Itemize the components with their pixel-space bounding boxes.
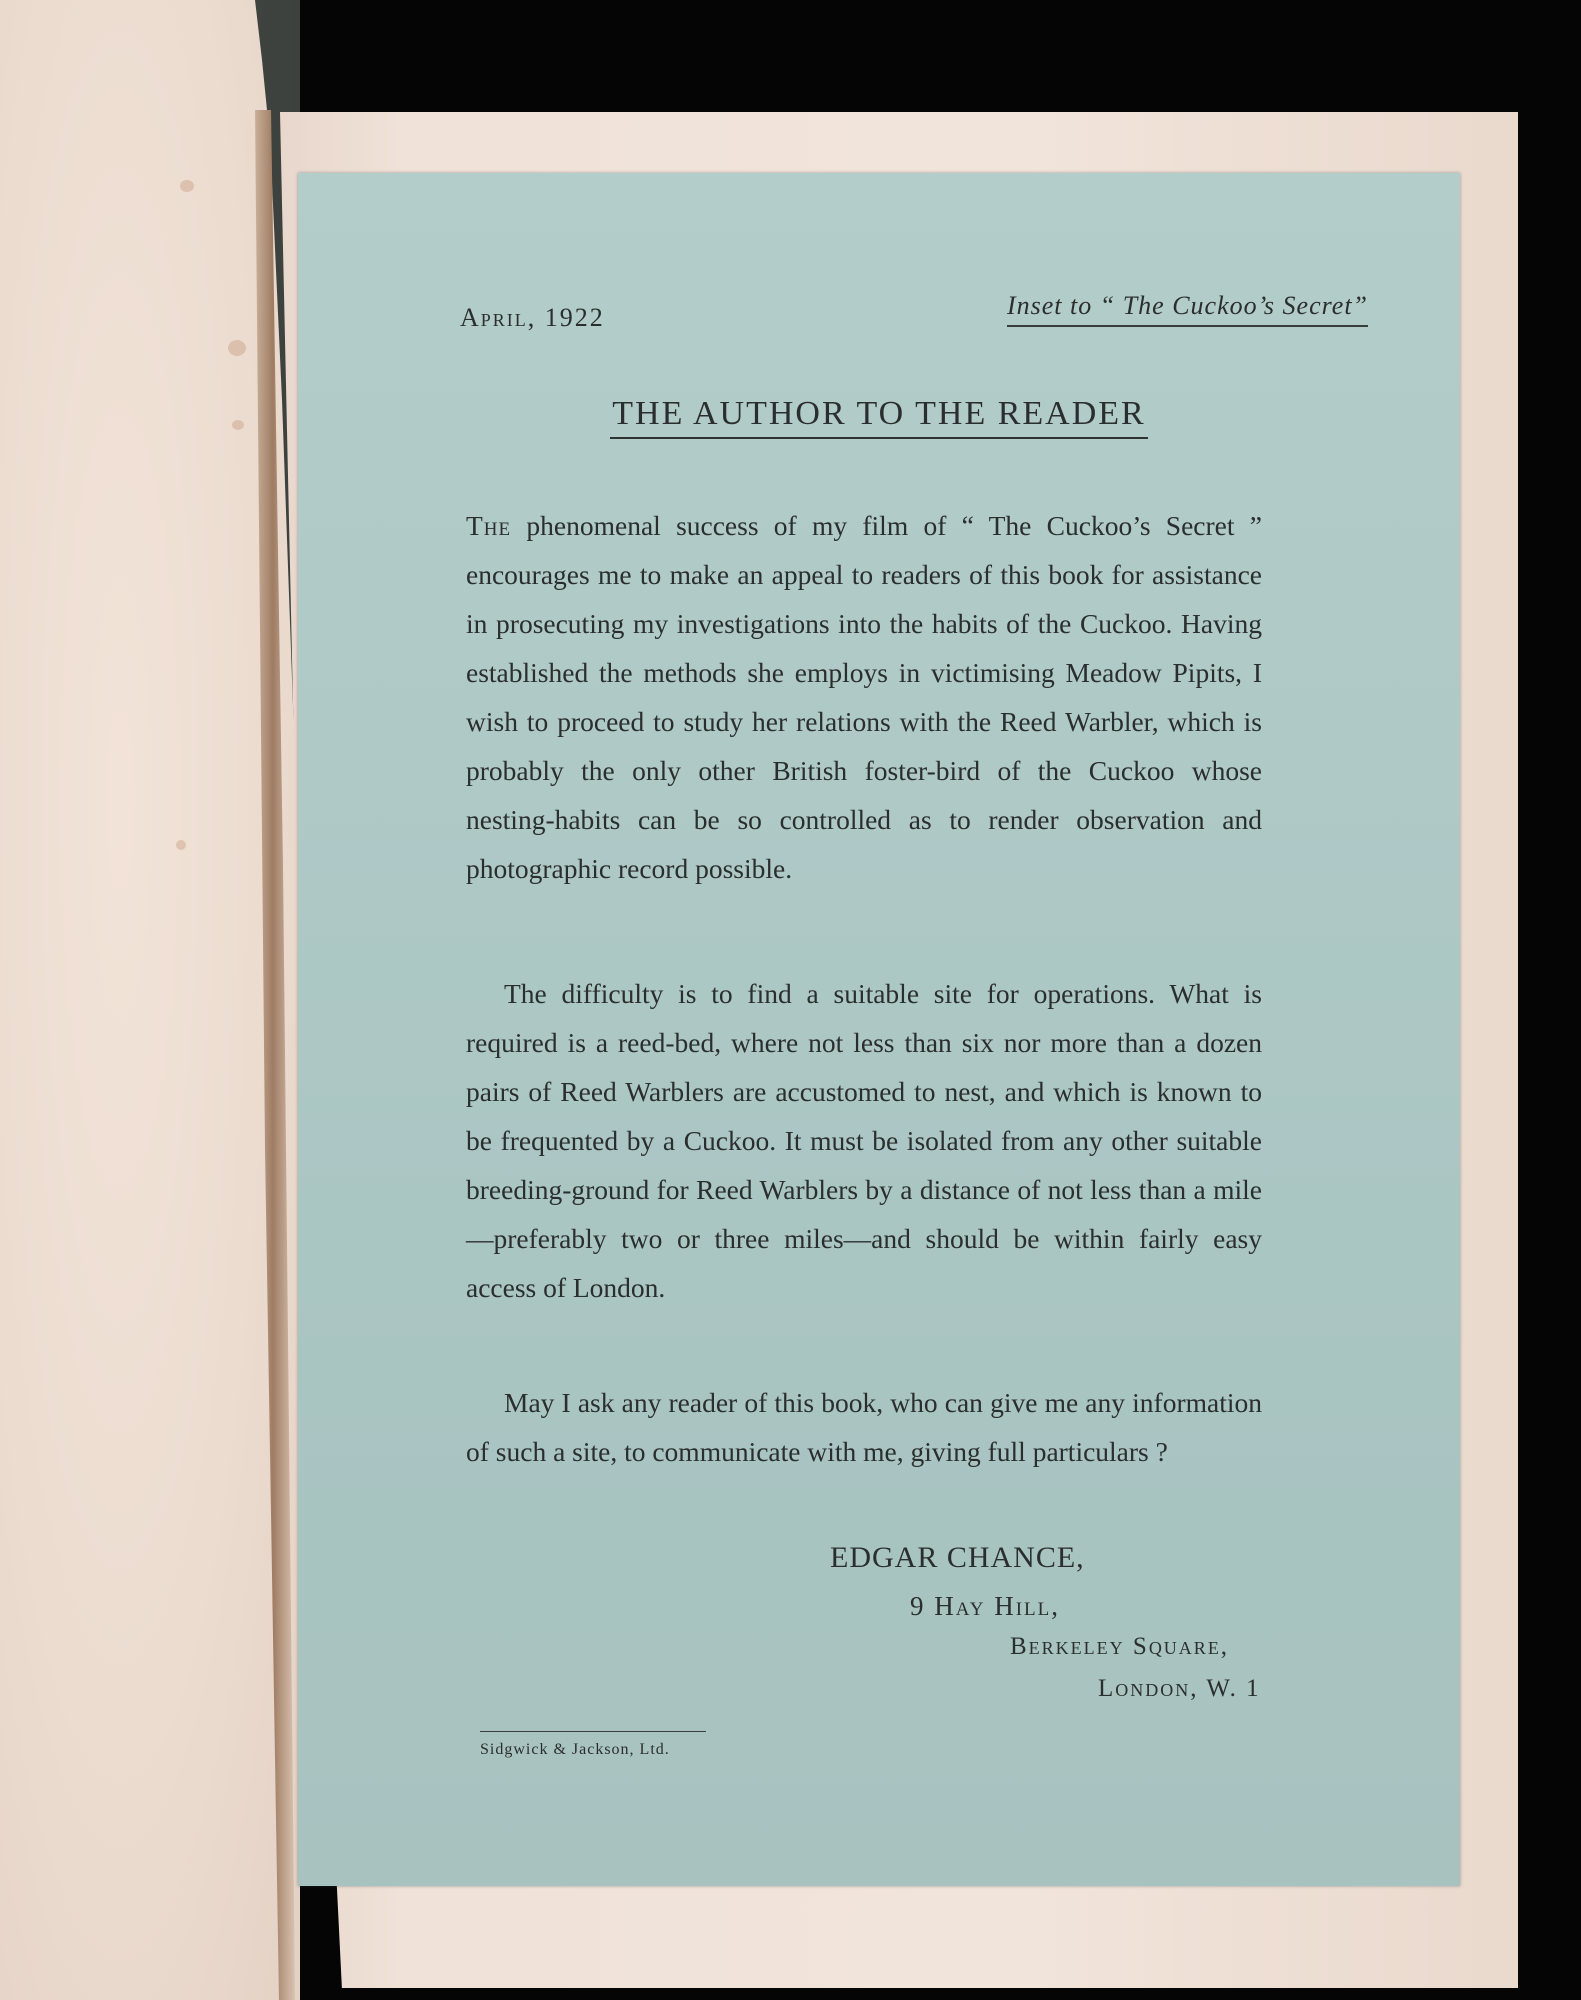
paragraph-2: [466, 969, 1262, 1312]
inset-note: Inset to “ The Cuckoo’s Secret”: [1007, 291, 1368, 327]
paragraph-1: [466, 501, 1262, 893]
foxing-spot: [176, 840, 186, 850]
paragraph-1-text: phenomenal success of my film of “ The Cuckoo’s Secret ” encourages me to make an appeal to readers of this book for assistance in prosecuting my investigations into the habits of the Cuckoo. Having established the methods she employs in victimising Meadow Pipits, I wish to proceed to study her relations with the Reed Warbler, which is probably the only other British foster-bird of the Cuckoo whose nesting-habits can be so controlled as to render observation and photographic record possible.: [466, 510, 1262, 884]
signature-address-line-2: Berkeley Square,: [1010, 1633, 1230, 1660]
paragraph-1-lead: The: [466, 510, 512, 541]
signature-name: EDGAR CHANCE,: [830, 1541, 1085, 1574]
inset-sheet: [298, 173, 1460, 1886]
foxing-spot: [180, 180, 194, 192]
publisher-imprint: Sidgwick & Jackson, Ltd.: [480, 1741, 670, 1758]
signature-address-line-1: 9 Hay Hill,: [910, 1591, 1060, 1621]
foxing-spot: [232, 420, 244, 430]
paragraph-2-text: The difficulty is to find a suitable site for operations. What is required is a reed-bed, where not less than six nor more than a dozen pairs of Reed Warblers are accustomed to nest, and which is known to be frequented by a Cuckoo. It must be isolated from any other suitable breeding-ground for Reed Warblers by a distance of not less than a mile—preferably two or three miles—and should be within fairly easy access of London.: [466, 978, 1262, 1303]
paragraph-3-text: May I ask any reader of this book, who can give me any information of such a site, to communicate with me, giving full particulars ?: [466, 1387, 1262, 1467]
imprint-rule: [480, 1731, 706, 1732]
date-line: April, 1922: [460, 303, 605, 332]
paragraph-3: [466, 1378, 1262, 1476]
left-blank-page: [0, 0, 300, 2000]
signature-address-line-3: London, W. 1: [1098, 1675, 1261, 1702]
foxing-spot: [228, 340, 246, 356]
page-title: [298, 395, 1460, 439]
page-title-text: THE AUTHOR TO THE READER: [610, 395, 1147, 439]
